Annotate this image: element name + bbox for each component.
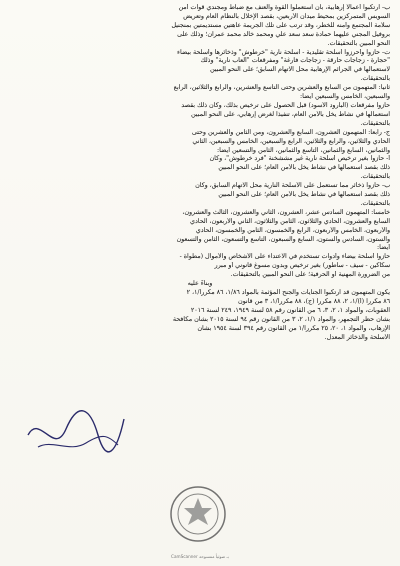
document-line: ۸٦ مكرراً (أ)/۱، ۲، ۸۸ مكرراً (ج)، ۸۸ مكرراً/۱، ۳ من قانون	[237, 297, 390, 305]
document-line: سكاكين - سيف - ساطور) بغير ترخيص وبدون مسوغ قانوني أو مبرر	[214, 262, 390, 270]
document-line: السابع والعشرون، الحادي والثلاثون، الثامن والثلاثون، الثاني والأربعون، الحادي	[190, 217, 390, 225]
document-line: بشأن حظر التجمهر، والمواد ۱/۱، ۲، ۳ من القانون رقم ۹٤ لسنة ۲۰۱٥ بشأن مكافحة	[172, 315, 390, 323]
document-line: ب- حازوا ذخائر مما تستعمل على الأسلحة النارية محل الاتهام السابق، وكان	[195, 182, 390, 190]
official-seal-stamp	[168, 484, 228, 544]
document-line: بالتحقيقات.	[360, 199, 390, 207]
handwritten-signature	[20, 395, 130, 465]
document-line: الإرهاب، والمواد ۱، ۲۰، ۲٥ مكرراً/۱ من القانون رقم ۳۹٤ لسنة ۱۹٥٤ بشأن	[197, 324, 390, 332]
document-line: والثمانين، السابع والثمانين، التاسع والثمانين، الثامن والتسعين أيضاً:	[217, 146, 390, 154]
document-line: السويس المتمركزين بمحيط ميدان الأربعين، بقصد الإخلال بالنظام العام وتعريض	[183, 12, 390, 20]
document-line: بالتحقيقات.	[360, 119, 390, 127]
document-line: ذلك بقصد استعمالها في نشاط يخل بالأمن العام؛ على النحو المبين	[218, 191, 390, 199]
document-line: "حجارة - زجاجات حارقة - زجاجات فارغة" ومفرقعات "ألعاب نارية" وذلك	[200, 57, 390, 65]
document-body	[10, 4, 390, 342]
document-line: ت- حازوا وأحرزوا أسلحة تقليدية - أسلحة نارية "خرطوش" وذخائرها وأسلحة بيضاء	[177, 48, 390, 56]
document-line: العقوبات، والمواد ۱، ۲، ۳، ٦ من القانون رقم ٥۸ لسنة ۱۹٤۹، ۲٤۹ لسنة ۲۰۱٦	[190, 306, 390, 314]
document-line: سلامة المجتمع وأمنه للخطر، وقد ترتب على تلك الجريمة عاهتين مستديمتين بمنجنيل	[171, 21, 390, 29]
document-line: الحادي والثلاثين، والرابع والثلاثين، الرابع والسبعين، الخامس والسبعين، الثاني	[192, 137, 390, 145]
document-line: لاستعمالها في الجرائم الإرهابية محل الاتهام السابق؛ على النحو المبين	[209, 66, 390, 74]
document-line: النحو المبين بالتحقيقات.	[327, 39, 390, 47]
document-line: استعمالها في نشاط يخل بالأمن العام، تنفيذاً لغرض إرهابي، على النحو المبين	[191, 110, 390, 118]
document-line: أيضاً:	[376, 244, 390, 252]
document-line: ج- رابعاً: المتهمون العشرون، السابع والعشرون، ومن الثامن والعشرين وحتى	[191, 128, 390, 136]
document-line: والأربعون، الخامس والأربعون، الرابع والخمسون، الثامن والخمسون، الحادي	[195, 226, 390, 234]
document-line: وبناءً عليه	[187, 280, 213, 288]
document-line: ب- ارتكبوا أعمالاً إرهابية، بأن استعملوا القوة والعنف مع ضباط ومجندي قوات أمن	[178, 4, 390, 11]
document-line: حازوا أسلحة بيضاء وأدوات تستخدم في الاعتداء على الأشخاص والأموال (مطواة -	[179, 253, 390, 261]
document-line: يكون المتهمون قد ارتكبوا الجنايات والجنح المؤثمة بالمواد ۱/۸٦، ۸٦ مكرراً/۱، ۲	[186, 289, 390, 296]
document-line: أ- حازوا بغير ترخيص أسلحة نارية غير مششخنة "فرد خرطوش"، وكان	[209, 155, 390, 163]
document-line: بروفيل المجني عليهما حمادة سعد سعد علي ومحمد خالد محمد عمران؛ وذلك على	[177, 30, 390, 38]
document-line: والستون، السادس والستون، السابع والسبعون، التاسع والتسعون، الثامن والتسعون	[176, 235, 390, 243]
document-line: ثانياً: المتهمون من السابع والعشرين وحتى التاسع والعشرين، والرابع والثلاثين، الرابع	[173, 84, 390, 92]
document-line: والسبعين، الخامس والسبعين أيضاً:	[299, 93, 390, 101]
document-line: بالتحقيقات.	[360, 75, 390, 83]
document-line: حازوا مفرقعات (البارود الأسود) قبل الحصول على ترخيص بذلك، وكان ذلك بقصد	[181, 101, 390, 109]
document-line: خامساً: المتهمون السادس عشر، العشرون، الثاني والعشرون، الثالث والعشرون،	[182, 208, 390, 216]
document-line: ذلك بقصد استعمالها في نشاط يخل بالأمن العام؛ على النحو المبين	[218, 164, 390, 172]
camscanner-watermark: CamScanner بـ ضوئياً ممسوحة	[171, 554, 229, 559]
document-line: بالتحقيقات.	[360, 173, 390, 181]
document-line: من الضرورة المهنية أو الحرفية؛ على النحو المبين بالتحقيقات.	[230, 271, 390, 279]
document-line: الأسلحة والذخائر المعدل.	[324, 333, 390, 341]
